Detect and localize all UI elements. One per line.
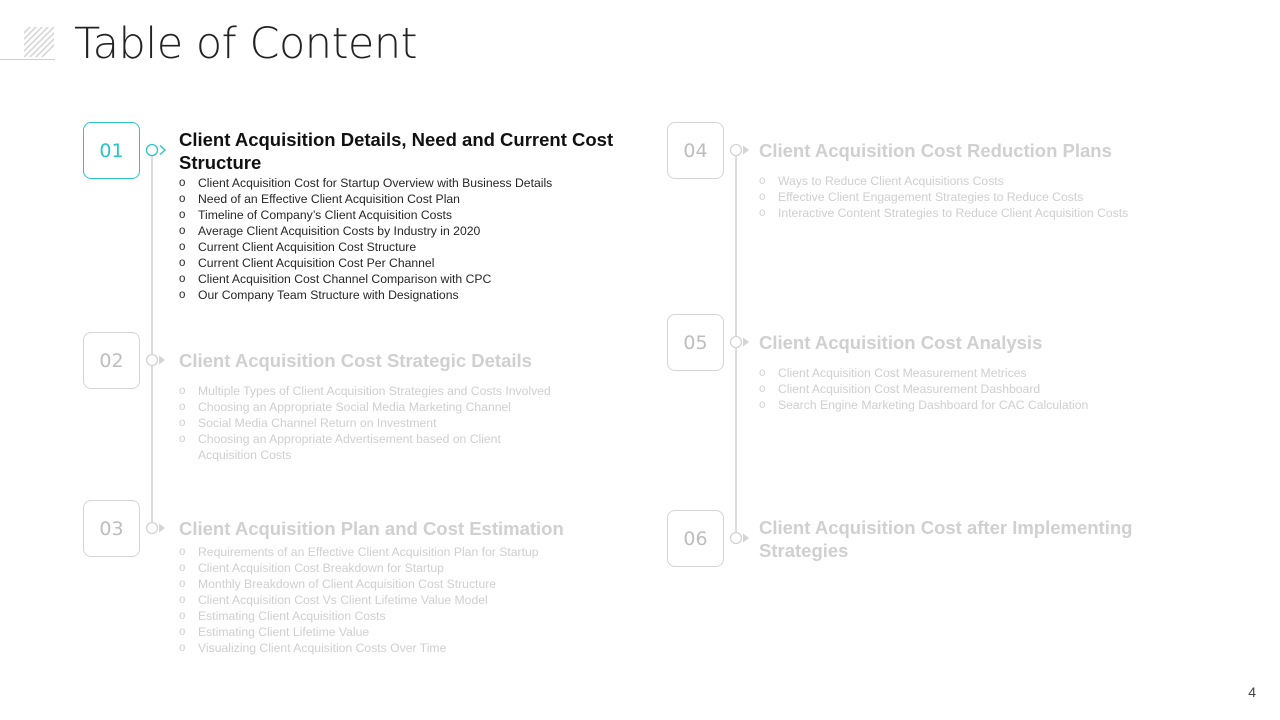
section-items-03 xyxy=(179,544,554,656)
section-items-05 xyxy=(759,365,1134,413)
section-items-04 xyxy=(759,173,1134,221)
connector-05-icon xyxy=(729,335,751,349)
section-items-02 xyxy=(179,383,554,463)
section-number-01[interactable]: 01 xyxy=(83,122,140,179)
connector-03-icon xyxy=(145,521,167,535)
list-item[interactable]: o Requirements of an Effective Client Acquisition Plan for Startup xyxy=(179,544,554,560)
list-item[interactable]: o Estimating Client Acquisition Costs xyxy=(179,608,554,624)
list-item[interactable]: o Current Client Acquisition Cost Structure xyxy=(179,239,554,255)
section-number-02[interactable]: 02 xyxy=(83,332,140,389)
section-title-06[interactable]: Client Acquisition Cost after Implementing Strategies xyxy=(759,517,1133,561)
list-item[interactable]: o Need of an Effective Client Acquisition Cost Plan xyxy=(179,191,554,207)
list-item[interactable]: o Client Acquisition Cost Channel Comparison with CPC xyxy=(179,271,554,287)
section-title-01[interactable]: Client Acquisition Details, Need and Current Cost Structure xyxy=(179,129,614,173)
list-item[interactable]: o Choosing an Appropriate Social Media Marketing Channel xyxy=(179,399,554,415)
list-item[interactable]: o Multiple Types of Client Acquisition Strategies and Costs Involved xyxy=(179,383,554,399)
page-number: 4 xyxy=(1248,684,1256,700)
list-item[interactable]: o Interactive Content Strategies to Reduce Client Acquisition Costs xyxy=(759,205,1134,221)
section-title-05[interactable]: Client Acquisition Cost Analysis xyxy=(759,332,1043,353)
list-item[interactable]: o Visualizing Client Acquisition Costs Over Time xyxy=(179,640,554,656)
section-title-03[interactable]: Client Acquisition Plan and Cost Estimation xyxy=(179,518,564,539)
section-title-04[interactable]: Client Acquisition Cost Reduction Plans xyxy=(759,140,1112,161)
page-title: Table of Content xyxy=(74,19,417,69)
list-item[interactable]: o Ways to Reduce Client Acquisitions Costs xyxy=(759,173,1134,189)
timeline-left xyxy=(151,150,153,530)
list-item[interactable]: o Our Company Team Structure with Designations xyxy=(179,287,554,303)
list-item[interactable]: o Monthly Breakdown of Client Acquisition Cost Structure xyxy=(179,576,554,592)
title-underline xyxy=(0,59,55,60)
hatch-logo-icon xyxy=(24,27,54,57)
connector-01-icon xyxy=(145,143,167,157)
list-item[interactable]: o Average Client Acquisition Costs by Industry in 2020 xyxy=(179,223,554,239)
list-item[interactable]: o Effective Client Engagement Strategies to Reduce Costs xyxy=(759,189,1134,205)
list-item[interactable]: o Social Media Channel Return on Investment xyxy=(179,415,554,431)
list-item[interactable]: o Client Acquisition Cost Breakdown for Startup xyxy=(179,560,554,576)
list-item[interactable]: o Timeline of Company’s Client Acquisition Costs xyxy=(179,207,554,223)
list-item[interactable]: o Choosing an Appropriate Advertisement based on Client Acquisition Costs xyxy=(179,431,554,463)
list-item[interactable]: o Estimating Client Lifetime Value xyxy=(179,624,554,640)
list-item[interactable]: o Current Client Acquisition Cost Per Channel xyxy=(179,255,554,271)
section-items-01 xyxy=(179,175,554,303)
list-item[interactable]: o Client Acquisition Cost Measurement Dashboard xyxy=(759,381,1134,397)
section-number-04[interactable]: 04 xyxy=(667,122,724,179)
connector-02-icon xyxy=(145,353,167,367)
section-title-02[interactable]: Client Acquisition Cost Strategic Details xyxy=(179,350,532,371)
list-item[interactable]: o Client Acquisition Cost for Startup Overview with Business Details xyxy=(179,175,554,191)
section-number-03[interactable]: 03 xyxy=(83,500,140,557)
connector-06-icon xyxy=(729,531,751,545)
list-item[interactable]: o Client Acquisition Cost Vs Client Lifetime Value Model xyxy=(179,592,554,608)
section-number-06[interactable]: 06 xyxy=(667,510,724,567)
list-item[interactable]: o Search Engine Marketing Dashboard for CAC Calculation xyxy=(759,397,1134,413)
connector-04-icon xyxy=(729,143,751,157)
section-number-05[interactable]: 05 xyxy=(667,314,724,371)
list-item[interactable]: o Client Acquisition Cost Measurement Metrices xyxy=(759,365,1134,381)
